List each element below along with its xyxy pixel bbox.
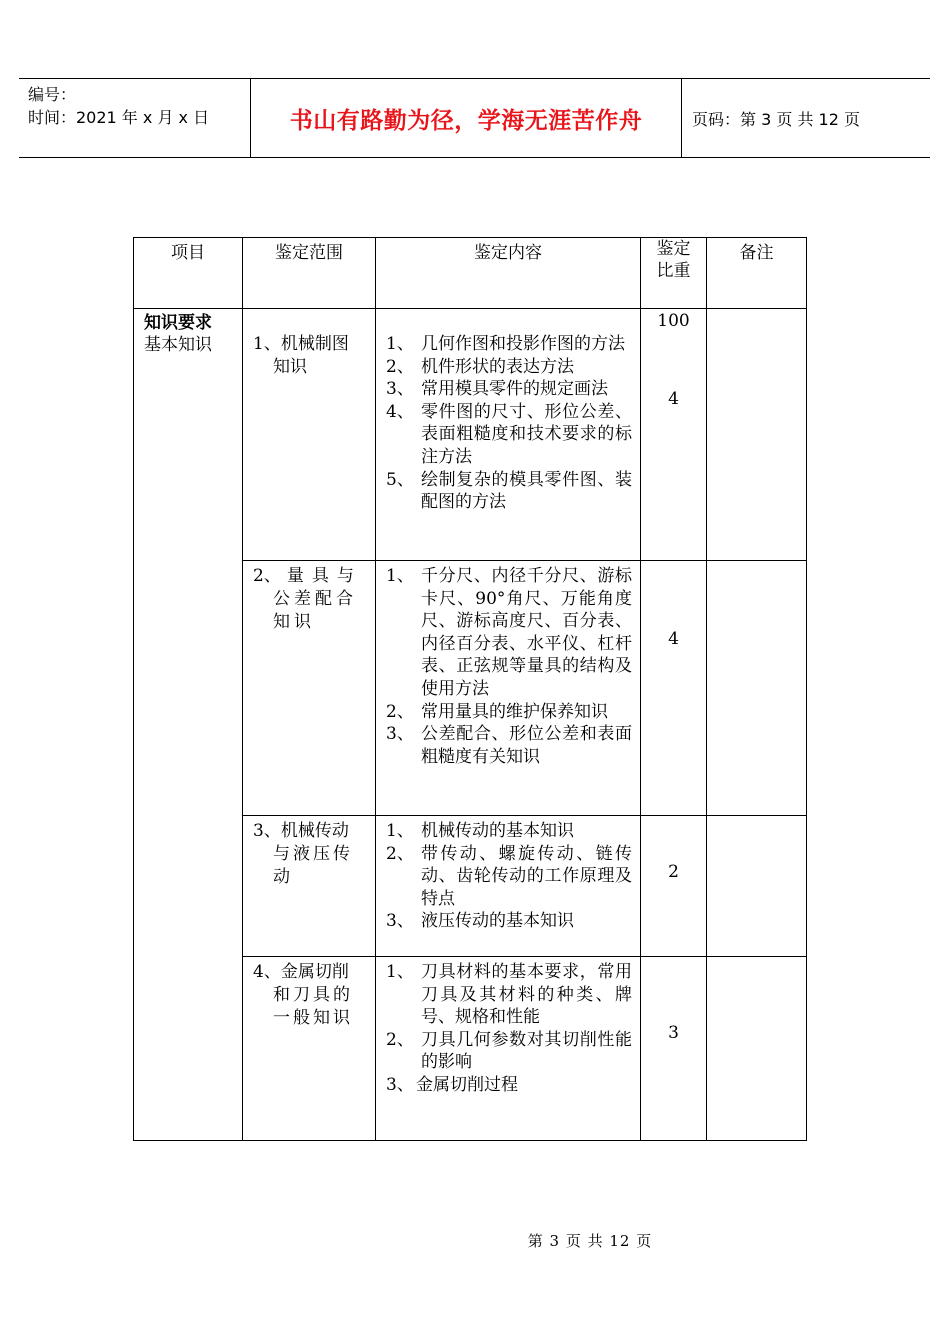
page-footer: 第 3 页 共 12 页 — [527, 1232, 653, 1250]
header-page-number: 页码：第 3 页 共 12 页 — [692, 109, 860, 129]
item-text: 刀具几何参数对其切削性能的影响 — [421, 1029, 632, 1073]
item-text: 千分尺、内径千分尺、游标卡尺、90°角尺、万能角度尺、游标高度尺、百分表、内径百分表、水平仪、杠杆表、正弦规等量具的结构及使用方法 — [421, 566, 632, 699]
weight-cell — [641, 561, 707, 816]
item-number: 2、 — [386, 843, 414, 864]
range-number: 4、 — [253, 962, 281, 982]
header-range: 鉴定范围 — [243, 238, 376, 309]
list-item — [386, 401, 632, 469]
item-number: 2、 — [386, 1029, 414, 1050]
item-text: 机件形状的表达方法 — [421, 356, 574, 377]
row-weight: 3 — [668, 1023, 679, 1043]
content-cell — [376, 309, 641, 561]
appraisal-table — [133, 237, 807, 1141]
range-cell — [243, 816, 376, 957]
range-number: 1、 — [253, 334, 281, 354]
item-number: 1、 — [386, 334, 414, 354]
project-title: 知识要求 — [144, 313, 212, 333]
item-number: 2、 — [386, 701, 414, 722]
total-weight: 100 — [657, 311, 690, 331]
range-cell — [243, 309, 376, 561]
list-item — [386, 723, 632, 768]
range-number: 3、 — [253, 821, 281, 841]
document-number: 编号： — [28, 85, 77, 104]
row-weight: 2 — [668, 862, 679, 882]
list-item — [386, 820, 632, 843]
list-item — [386, 701, 632, 724]
weight-cell — [641, 816, 707, 957]
range-title-cont: 公差配合知识 — [273, 589, 357, 632]
header-note: 备注 — [707, 238, 807, 309]
range-title: 机械制图 — [280, 334, 349, 354]
row-weight: 4 — [668, 629, 679, 649]
header-item: 项目 — [134, 238, 243, 309]
list-item — [386, 356, 632, 379]
range-title-cont: 知识 — [273, 357, 307, 377]
note-cell — [707, 561, 807, 816]
list-item — [386, 378, 632, 401]
note-cell — [707, 957, 807, 1141]
table-header-row — [134, 238, 807, 309]
list-item — [386, 843, 632, 911]
range-title: 金属切削 — [280, 962, 349, 982]
table-row — [134, 309, 807, 561]
item-number: 3、 — [386, 911, 414, 932]
item-text: 刀具材料的基本要求，常用刀具及其材料的种类、牌号、规格和性能 — [421, 962, 632, 1028]
item-text: 几何作图和投影作图的方法 — [421, 334, 625, 354]
item-text: 绘制复杂的模具零件图、装配图的方法 — [421, 469, 632, 513]
item-number: 2、 — [386, 356, 414, 377]
item-number: 4、 — [386, 401, 414, 422]
item-number: 3、 — [386, 379, 414, 400]
header-meta — [19, 79, 251, 157]
list-item — [386, 333, 632, 356]
note-cell — [707, 309, 807, 561]
range-title-cont: 和刀具的一般知识 — [273, 985, 353, 1028]
item-text: 零件图的尺寸、形位公差、表面粗糙度和技术要求的标注方法 — [421, 401, 632, 467]
list-item — [386, 1029, 632, 1074]
item-text: 带传动、螺旋传动、链传动、齿轮传动的工作原理及特点 — [421, 843, 632, 909]
range-title-cont: 与液压传动 — [273, 844, 353, 887]
item-number: 5、 — [386, 469, 414, 490]
item-text: 金属切削过程 — [416, 1074, 518, 1095]
item-text: 公差配合、形位公差和表面粗糙度有关知识 — [421, 724, 632, 767]
project-cell — [134, 309, 243, 1141]
item-number: 1、 — [386, 566, 414, 586]
list-item — [386, 1074, 632, 1097]
content-cell — [376, 561, 641, 816]
range-cell — [243, 957, 376, 1141]
item-text: 常用量具的维护保养知识 — [421, 701, 608, 722]
note-cell — [707, 816, 807, 957]
item-number: 3、 — [386, 724, 414, 745]
row-weight: 4 — [668, 389, 679, 409]
item-number: 1、 — [386, 962, 414, 982]
page-header — [19, 78, 930, 158]
document-time: 时间：2021 年 x 月 x 日 — [28, 108, 210, 127]
list-item — [386, 961, 632, 1029]
range-title: 机械传动 — [280, 821, 349, 841]
item-text: 常用模具零件的规定画法 — [421, 379, 608, 400]
item-number: 3、 — [386, 1074, 414, 1095]
project-subtitle: 基本知识 — [144, 335, 212, 355]
weight-cell — [641, 309, 707, 561]
content-cell — [376, 957, 641, 1141]
weight-cell — [641, 957, 707, 1141]
header-weight-text: 鉴定比重 — [656, 239, 691, 281]
item-text: 液压传动的基本知识 — [421, 911, 574, 932]
item-text: 机械传动的基本知识 — [421, 821, 574, 841]
list-item — [386, 565, 632, 701]
header-weight — [641, 238, 707, 309]
list-item — [386, 910, 632, 933]
range-number: 2、 — [253, 566, 281, 586]
header-motto: 书山有路勤为径，学海无涯苦作舟 — [251, 79, 682, 157]
list-item — [386, 469, 632, 514]
range-title: 量具与 — [286, 566, 362, 586]
content-cell — [376, 816, 641, 957]
range-cell — [243, 561, 376, 816]
header-content: 鉴定内容 — [376, 238, 641, 309]
item-number: 1、 — [386, 821, 414, 841]
